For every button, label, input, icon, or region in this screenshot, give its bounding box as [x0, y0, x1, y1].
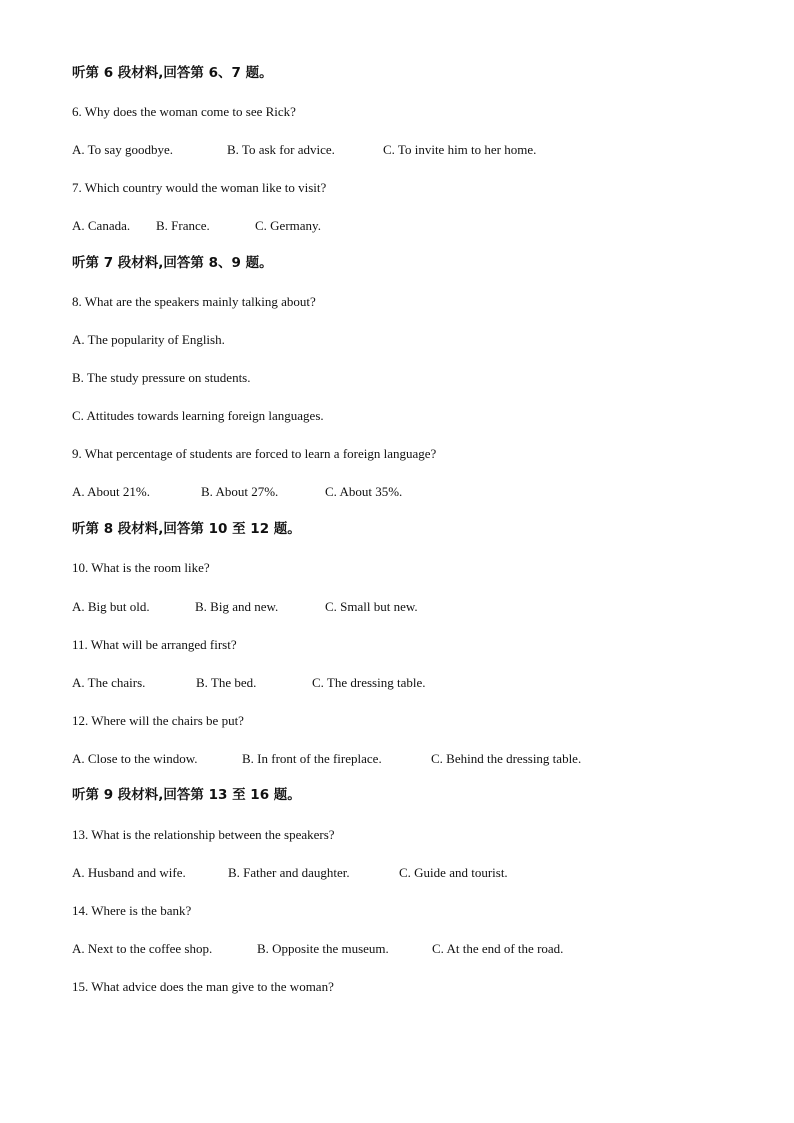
section-heading-6: 听第 6 段材料,回答第 6、7 题。 [72, 65, 273, 81]
question-9: 9. What percentage of students are forced to learn a foreign language? [72, 446, 437, 461]
option-6c: C. To invite him to her home. [383, 142, 537, 157]
section-heading-8: 听第 8 段材料,回答第 10 至 12 题。 [72, 521, 301, 537]
section-heading-7: 听第 7 段材料,回答第 8、9 题。 [72, 255, 273, 271]
question-8: 8. What are the speakers mainly talking about? [72, 294, 316, 309]
question-15: 15. What advice does the man give to the woman? [72, 979, 334, 994]
option-11a: A. The chairs. [72, 675, 146, 690]
question-7: 7. Which country would the woman like to visit? [72, 180, 327, 195]
option-13c: C. Guide and tourist. [399, 865, 508, 880]
option-12b: B. In front of the fireplace. [242, 751, 382, 766]
option-11b: B. The bed. [196, 675, 257, 690]
option-8b: B. The study pressure on students. [72, 370, 251, 385]
question-6: 6. Why does the woman come to see Rick? [72, 104, 296, 119]
option-9b: B. About 27%. [201, 484, 279, 499]
option-8a: A. The popularity of English. [72, 332, 225, 347]
option-13a: A. Husband and wife. [72, 865, 186, 880]
option-8c: C. Attitudes towards learning foreign languages. [72, 408, 324, 423]
question-10: 10. What is the room like? [72, 560, 210, 575]
option-6a: A. To say goodbye. [72, 142, 174, 157]
option-13b: B. Father and daughter. [228, 865, 350, 880]
question-14: 14. Where is the bank? [72, 903, 192, 918]
option-11c: C. The dressing table. [312, 675, 426, 690]
option-10b: B. Big and new. [195, 599, 279, 614]
option-7b: B. France. [156, 218, 210, 233]
option-10a: A. Big but old. [72, 599, 150, 614]
option-6b: B. To ask for advice. [227, 142, 335, 157]
option-14c: C. At the end of the road. [432, 941, 564, 956]
option-9a: A. About 21%. [72, 484, 150, 499]
option-12a: A. Close to the window. [72, 751, 198, 766]
option-7a: A. Canada. [72, 218, 131, 233]
section-heading-9: 听第 9 段材料,回答第 13 至 16 题。 [72, 787, 301, 803]
option-14b: B. Opposite the museum. [257, 941, 389, 956]
option-7c: C. Germany. [255, 218, 321, 233]
option-10c: C. Small but new. [325, 599, 418, 614]
option-12c: C. Behind the dressing table. [431, 751, 582, 766]
question-13: 13. What is the relationship between the speakers? [72, 827, 335, 842]
question-11: 11. What will be arranged first? [72, 637, 237, 652]
option-14a: A. Next to the coffee shop. [72, 941, 213, 956]
question-12: 12. Where will the chairs be put? [72, 713, 244, 728]
option-9c: C. About 35%. [325, 484, 403, 499]
